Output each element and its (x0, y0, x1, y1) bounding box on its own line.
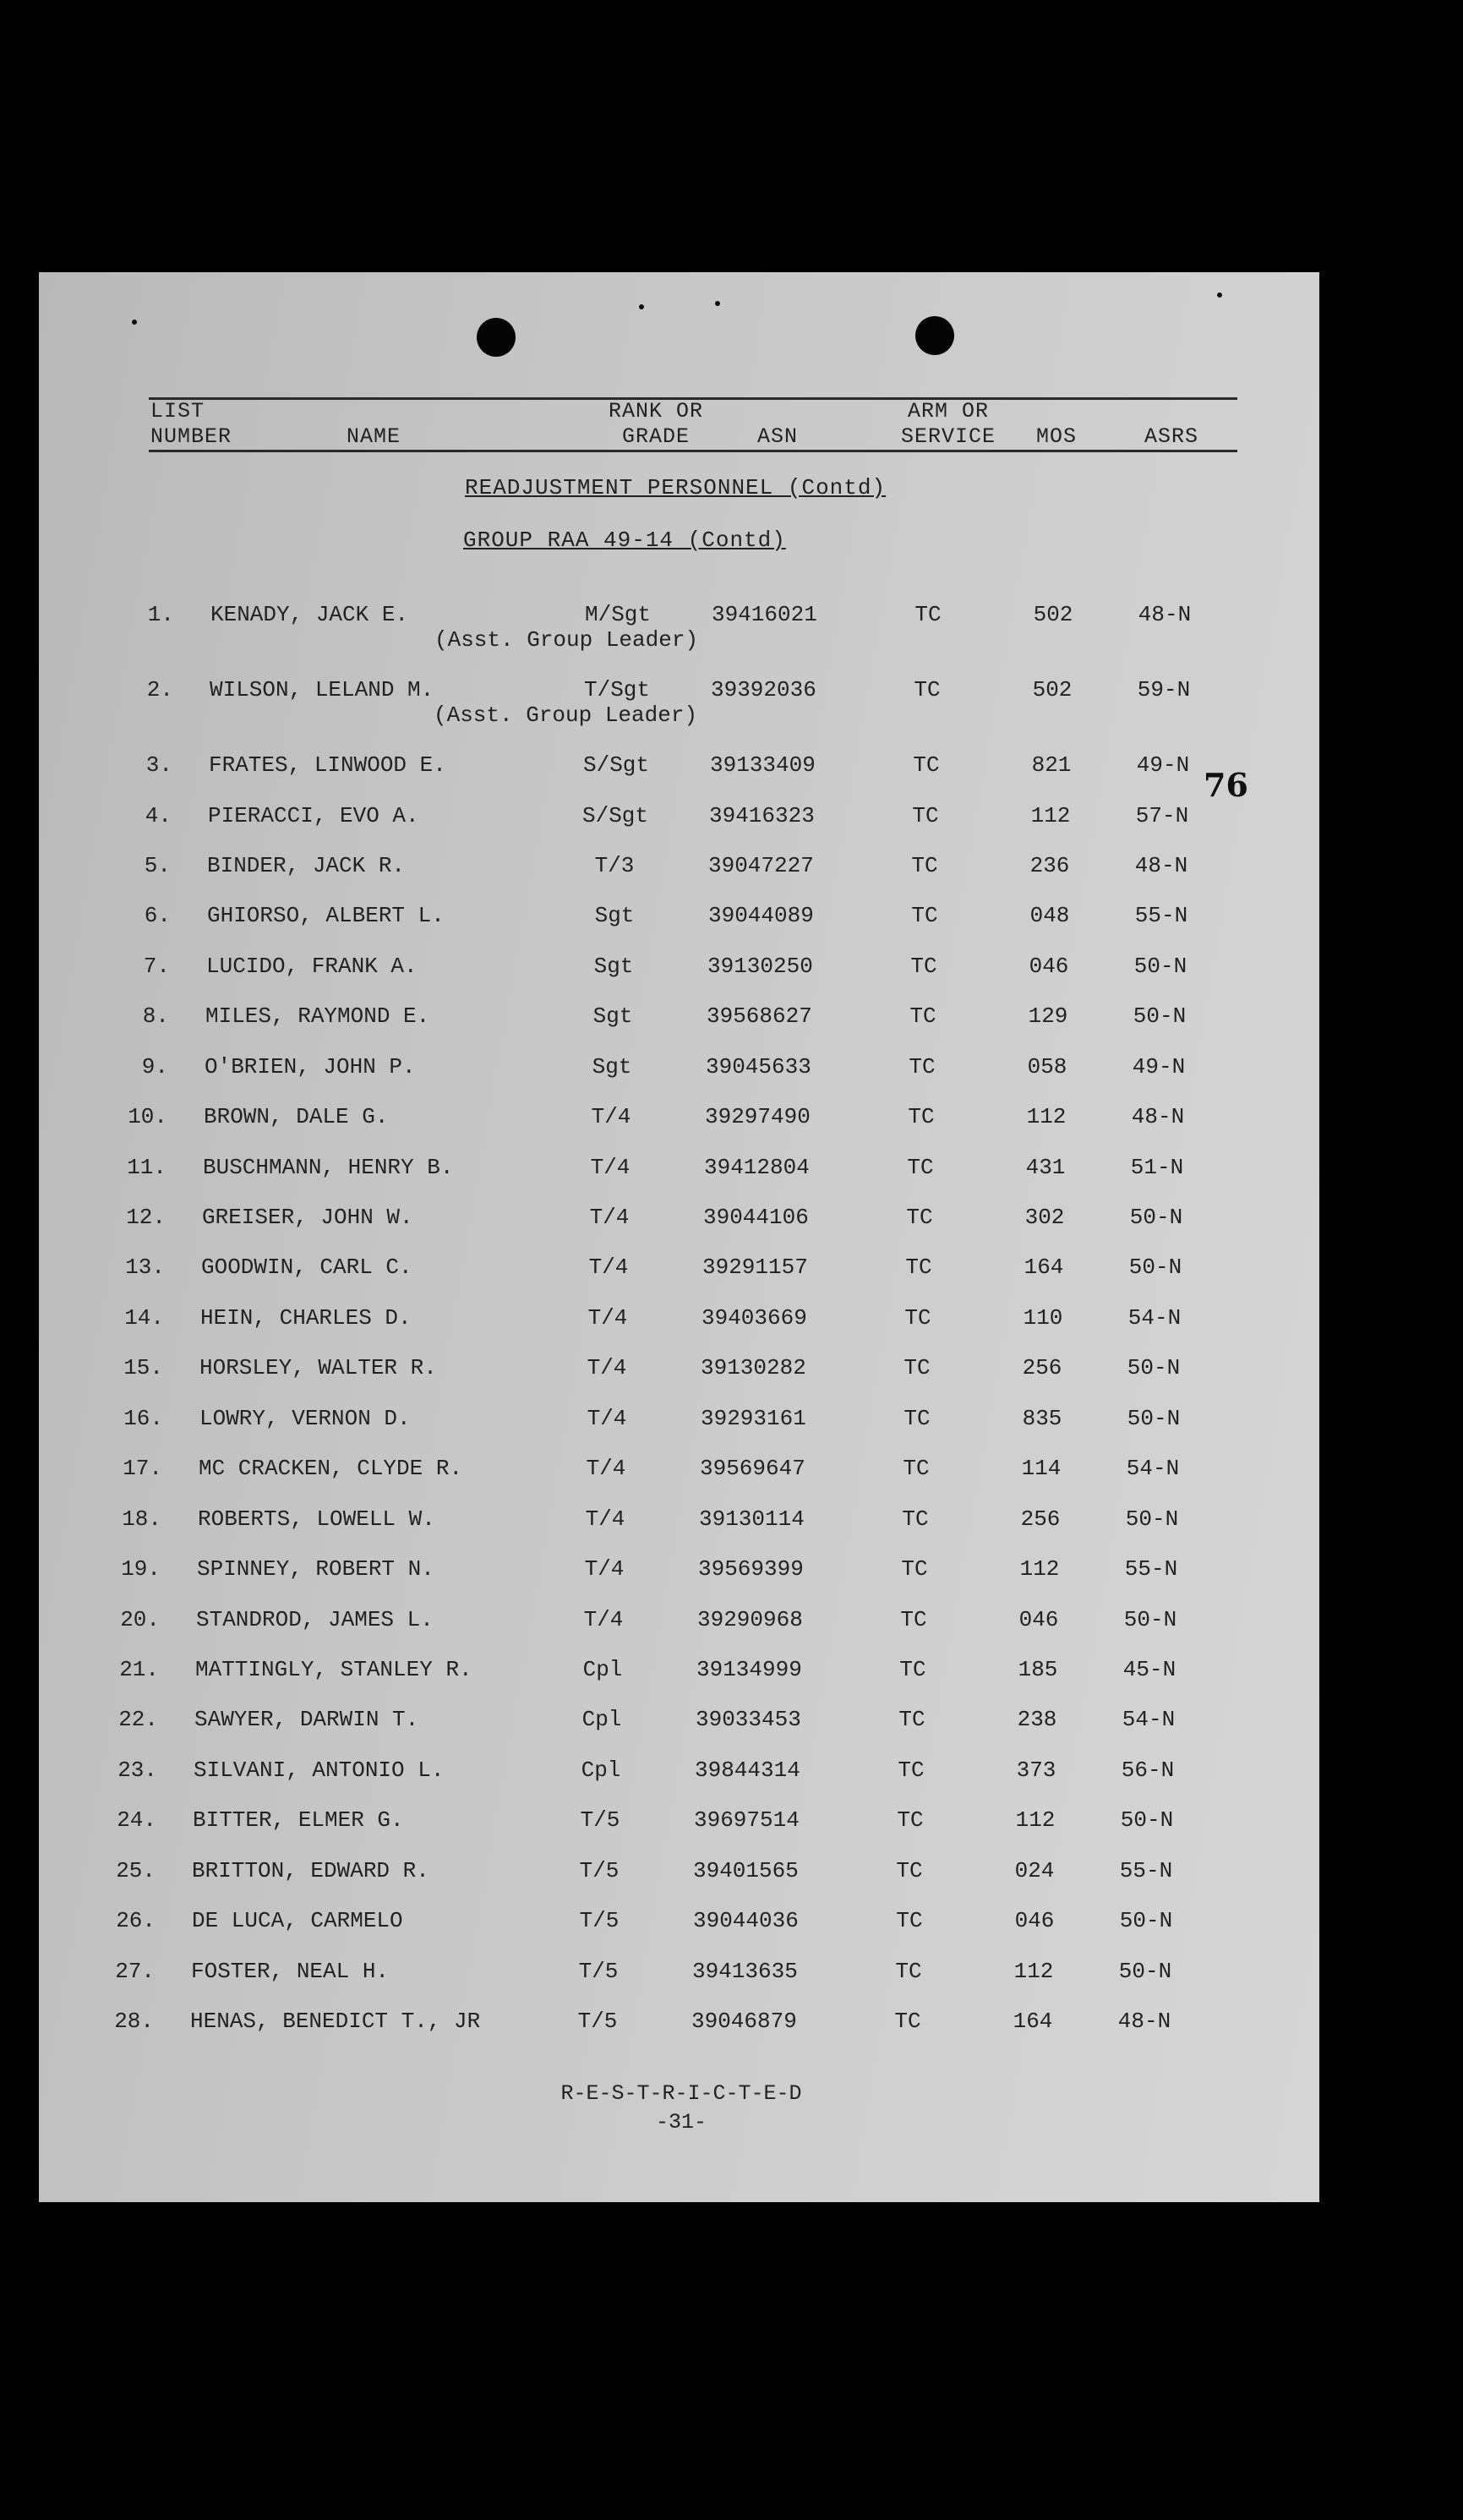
row-mos: 502 (1033, 602, 1073, 627)
row-mos: 112 (1030, 803, 1071, 828)
row-list-number: 12. (126, 1205, 166, 1230)
restricted-footer: R-E-S-T-R-I-C-T-E-D (560, 2081, 802, 2106)
row-mos: 835 (1022, 1406, 1062, 1431)
row-arm-service: TC (896, 1858, 923, 1883)
row-asrs: 54-N (1122, 1707, 1176, 1732)
row-asn: 39134999 (696, 1657, 802, 1682)
row-mos: 185 (1018, 1657, 1058, 1682)
row-arm-service: TC (909, 1054, 936, 1080)
row-mos: 256 (1020, 1506, 1061, 1532)
row-list-number: 23. (117, 1757, 157, 1783)
row-asn: 39392036 (711, 677, 816, 702)
row-mos: 112 (1026, 1104, 1067, 1129)
row-arm-service: TC (906, 1205, 933, 1230)
row-asrs: 50-N (1118, 1959, 1172, 1984)
row-asn: 39293161 (701, 1406, 806, 1431)
roster-row (39, 1104, 1319, 1138)
page-number: -31- (655, 2110, 707, 2135)
row-asn: 39044106 (703, 1205, 809, 1230)
row-asn: 39130114 (699, 1506, 805, 1532)
row-list-number: 13. (125, 1255, 165, 1280)
row-mos: 046 (1018, 1607, 1059, 1632)
row-rank: S/Sgt (581, 803, 648, 828)
row-asn: 39412804 (704, 1155, 810, 1180)
row-asn: 39130250 (707, 954, 813, 979)
row-rank: M/Sgt (584, 602, 651, 627)
row-name: O'BRIEN, JOHN P. (205, 1054, 416, 1080)
row-arm-service: TC (903, 1355, 931, 1380)
row-arm-service: TC (901, 1556, 928, 1582)
speck (639, 304, 644, 309)
row-rank: T/Sgt (583, 677, 650, 702)
row-asrs: 59-N (1137, 677, 1191, 702)
row-arm-service: TC (897, 1807, 924, 1833)
row-asrs: 50-N (1127, 1355, 1181, 1380)
row-asn: 39697514 (694, 1807, 800, 1833)
row-arm-service: TC (905, 1255, 932, 1280)
row-mos: 024 (1014, 1858, 1055, 1883)
row-name: LOWRY, VERNON D. (199, 1406, 411, 1431)
row-arm-service: TC (902, 1506, 929, 1532)
row-asn: 39568627 (707, 1003, 812, 1029)
header-list-number: LIST NUMBER (150, 399, 232, 449)
row-arm-service: TC (903, 1456, 930, 1481)
punch-hole-left (477, 318, 516, 357)
row-rank: T/5 (578, 1959, 619, 1984)
row-rank: T/3 (594, 853, 635, 878)
header-name: NAME (347, 424, 401, 449)
row-name: BROWN, DALE G. (204, 1104, 389, 1129)
row-mos: 114 (1021, 1456, 1062, 1481)
row-list-number: 16. (123, 1406, 163, 1431)
row-rank: S/Sgt (582, 752, 649, 778)
row-asn: 39416323 (709, 803, 815, 828)
row-name: MC CRACKEN, CLYDE R. (199, 1456, 463, 1481)
roster-row (39, 954, 1319, 987)
speck (132, 320, 137, 325)
row-arm-service: TC (910, 954, 937, 979)
row-arm-service: TC (914, 602, 942, 627)
row-name: MATTINGLY, STANLEY R. (195, 1657, 472, 1682)
row-asrs: 56-N (1121, 1757, 1175, 1783)
row-name: STANDROD, JAMES L. (196, 1607, 434, 1632)
row-rank: T/4 (584, 1556, 625, 1582)
margin-number: 76 (1204, 766, 1248, 804)
row-name: GREISER, JOHN W. (202, 1205, 413, 1230)
row-rank: Cpl (582, 1657, 623, 1682)
row-list-number: 24. (117, 1807, 156, 1833)
row-asrs: 50-N (1125, 1506, 1179, 1532)
row-mos: 046 (1029, 954, 1069, 979)
row-mos: 373 (1016, 1757, 1056, 1783)
row-name: FRATES, LINWOOD E. (209, 752, 446, 778)
row-arm-service: TC (895, 1959, 922, 1984)
row-arm-service: TC (898, 1707, 925, 1732)
row-rank: T/5 (580, 1807, 620, 1833)
row-mos: 236 (1029, 853, 1070, 878)
roster-row (39, 1155, 1319, 1189)
row-rank: Sgt (593, 954, 634, 979)
row-rank: Sgt (592, 1054, 632, 1080)
row-name: BINDER, JACK R. (207, 853, 406, 878)
row-asn: 39047227 (708, 853, 814, 878)
row-mos: 058 (1027, 1054, 1067, 1080)
row-mos: 046 (1014, 1908, 1055, 1933)
row-asn: 39416021 (712, 602, 817, 627)
row-rank: T/5 (579, 1908, 620, 1933)
row-list-number: 8. (142, 1003, 169, 1029)
row-list-number: 3. (145, 752, 172, 778)
row-rank: Cpl (581, 1757, 621, 1783)
row-arm-service: TC (911, 853, 938, 878)
row-asn: 39569399 (698, 1556, 804, 1582)
row-rank: T/4 (589, 1205, 630, 1230)
row-rank: T/4 (588, 1255, 629, 1280)
row-list-number: 15. (123, 1355, 163, 1380)
row-mos: 821 (1031, 752, 1072, 778)
row-arm-service: TC (899, 1657, 926, 1682)
row-arm-service: TC (907, 1155, 934, 1180)
row-arm-service: TC (913, 752, 940, 778)
row-name: FOSTER, NEAL H. (191, 1959, 390, 1984)
row-asrs: 50-N (1119, 1908, 1173, 1933)
row-list-number: 28. (114, 2009, 154, 2034)
row-mos: 112 (1019, 1556, 1060, 1582)
row-asn: 39045633 (706, 1054, 811, 1080)
row-asrs: 45-N (1122, 1657, 1176, 1682)
roster-row (39, 803, 1319, 837)
row-asrs: 57-N (1135, 803, 1189, 828)
row-list-number: 5. (144, 853, 171, 878)
roster-row (39, 1807, 1319, 1841)
row-list-number: 19. (121, 1556, 161, 1582)
row-name: BRITTON, EDWARD R. (192, 1858, 429, 1883)
row-asrs: 50-N (1127, 1406, 1181, 1431)
row-list-number: 2. (146, 677, 173, 702)
roster-row (39, 1205, 1319, 1238)
roster-row (39, 1707, 1319, 1741)
row-rank: T/4 (585, 1506, 625, 1532)
row-name: WILSON, LELAND M. (210, 677, 434, 702)
row-asn: 39844314 (695, 1757, 800, 1783)
row-asrs: 50-N (1128, 1255, 1182, 1280)
row-mos: 048 (1029, 903, 1070, 928)
row-rank: T/4 (590, 1155, 631, 1180)
row-rank: T/4 (587, 1305, 628, 1331)
row-rank: Cpl (581, 1707, 622, 1732)
row-arm-service: TC (912, 803, 939, 828)
header-rule-bottom (149, 450, 1237, 452)
header-asrs: ASRS (1144, 424, 1199, 449)
roster-row (39, 1757, 1319, 1791)
row-list-number: 26. (116, 1908, 156, 1933)
row-arm-service: TC (914, 677, 941, 702)
row-arm-service: TC (894, 2009, 921, 2034)
roster-row (39, 1054, 1319, 1088)
row-asn: 39044036 (693, 1908, 799, 1933)
row-asrs: 50-N (1133, 954, 1187, 979)
row-name: HENAS, BENEDICT T., JR (190, 2009, 481, 2034)
row-list-number: 9. (141, 1054, 168, 1080)
row-asn: 39133409 (710, 752, 816, 778)
row-asn: 39297490 (705, 1104, 811, 1129)
row-name: MILES, RAYMOND E. (205, 1003, 430, 1029)
row-rank: Sgt (594, 903, 635, 928)
row-list-number: 25. (116, 1858, 156, 1883)
row-note: (Asst. Group Leader) (434, 627, 699, 653)
roster-row (39, 1556, 1319, 1590)
speck (715, 301, 720, 306)
row-rank: T/5 (577, 2009, 618, 2034)
row-list-number: 11. (127, 1155, 166, 1180)
row-asrs: 55-N (1134, 903, 1188, 928)
row-list-number: 6. (144, 903, 171, 928)
roster-row (39, 1255, 1319, 1288)
row-rank: T/4 (591, 1104, 631, 1129)
header-rank: RANK OR GRADE (608, 399, 704, 449)
roster-row (39, 1607, 1319, 1641)
row-name: PIERACCI, EVO A. (208, 803, 419, 828)
row-list-number: 1. (147, 602, 174, 627)
row-asrs: 55-N (1124, 1556, 1178, 1582)
row-name: BITTER, ELMER G. (193, 1807, 404, 1833)
row-asn: 39290968 (697, 1607, 803, 1632)
row-asrs: 49-N (1132, 1054, 1186, 1080)
roster-row (39, 1355, 1319, 1389)
row-asrs: 49-N (1136, 752, 1190, 778)
row-asrs: 54-N (1126, 1456, 1180, 1481)
row-mos: 129 (1028, 1003, 1068, 1029)
row-asrs: 48-N (1131, 1104, 1185, 1129)
row-list-number: 7. (143, 954, 170, 979)
row-rank: T/5 (579, 1858, 620, 1883)
row-list-number: 14. (124, 1305, 164, 1331)
row-name: HEIN, CHARLES D. (200, 1305, 412, 1331)
roster-row (39, 1858, 1319, 1892)
header-arm-service: ARM OR SERVICE (900, 399, 996, 449)
row-name: SILVANI, ANTONIO L. (194, 1757, 445, 1783)
roster-row (39, 1456, 1319, 1490)
roster-row (39, 752, 1319, 786)
row-asn: 39130282 (701, 1355, 806, 1380)
row-rank: T/4 (587, 1406, 627, 1431)
row-arm-service: TC (908, 1104, 935, 1129)
row-asrs: 50-N (1133, 1003, 1187, 1029)
row-arm-service: TC (896, 1908, 923, 1933)
roster-row (39, 1305, 1319, 1339)
roster-row (39, 1959, 1319, 1992)
row-arm-service: TC (911, 903, 938, 928)
row-asrs: 50-N (1129, 1205, 1183, 1230)
row-name: ROBERTS, LOWELL W. (198, 1506, 435, 1532)
punch-hole-right (915, 316, 954, 355)
row-name: GHIORSO, ALBERT L. (207, 903, 445, 928)
row-mos: 110 (1023, 1305, 1063, 1331)
row-name: BUSCHMANN, HENRY B. (203, 1155, 454, 1180)
roster-row (39, 1908, 1319, 1942)
row-asrs: 55-N (1119, 1858, 1173, 1883)
row-mos: 112 (1015, 1807, 1056, 1833)
row-rank: Sgt (592, 1003, 633, 1029)
row-list-number: 18. (122, 1506, 161, 1532)
row-asrs: 50-N (1120, 1807, 1174, 1833)
row-asrs: 48-N (1138, 602, 1192, 627)
row-arm-service: TC (904, 1305, 931, 1331)
row-asrs: 50-N (1123, 1607, 1177, 1632)
row-arm-service: TC (909, 1003, 936, 1029)
row-rank: T/4 (586, 1456, 626, 1481)
row-list-number: 17. (123, 1456, 162, 1481)
roster-row (39, 853, 1319, 887)
row-asn: 39046879 (691, 2009, 797, 2034)
row-mos: 431 (1025, 1155, 1066, 1180)
row-list-number: 4. (145, 803, 172, 828)
section-title: READJUSTMENT PERSONNEL (Contd) (465, 475, 887, 500)
document-sheet (39, 272, 1319, 2202)
row-asrs: 51-N (1130, 1155, 1184, 1180)
row-asn: 39569647 (700, 1456, 805, 1481)
roster-row (39, 1657, 1319, 1691)
row-name: SAWYER, DARWIN T. (194, 1707, 419, 1732)
group-title: GROUP RAA 49-14 (Contd) (463, 528, 786, 553)
roster-row (39, 1506, 1319, 1540)
row-name: DE LUCA, CARMELO (192, 1908, 403, 1933)
row-name: SPINNEY, ROBERT N. (197, 1556, 434, 1582)
row-list-number: 27. (115, 1959, 155, 1984)
row-name: GOODWIN, CARL C. (201, 1255, 412, 1280)
row-asrs: 48-N (1134, 853, 1188, 878)
row-list-number: 10. (128, 1104, 167, 1129)
row-asn: 39403669 (701, 1305, 807, 1331)
row-name: KENADY, JACK E. (210, 602, 409, 627)
row-note: (Asst. Group Leader) (434, 702, 698, 728)
row-asn: 39291157 (702, 1255, 808, 1280)
row-arm-service: TC (903, 1406, 931, 1431)
row-name: HORSLEY, WALTER R. (199, 1355, 437, 1380)
row-mos: 256 (1022, 1355, 1062, 1380)
roster-row (39, 1003, 1319, 1037)
row-mos: 112 (1013, 1959, 1054, 1984)
roster-row (39, 1406, 1319, 1440)
row-asn: 39413635 (692, 1959, 798, 1984)
row-asn: 39401565 (693, 1858, 799, 1883)
row-mos: 238 (1017, 1707, 1057, 1732)
row-list-number: 20. (120, 1607, 160, 1632)
row-arm-service: TC (900, 1607, 927, 1632)
row-arm-service: TC (898, 1757, 925, 1783)
row-list-number: 22. (118, 1707, 158, 1732)
row-mos: 164 (1013, 2009, 1053, 2034)
row-rank: T/4 (583, 1607, 624, 1632)
row-mos: 502 (1032, 677, 1073, 702)
row-name: LUCIDO, FRANK A. (206, 954, 418, 979)
row-asrs: 54-N (1127, 1305, 1182, 1331)
roster-row (39, 903, 1319, 937)
row-asn: 39033453 (696, 1707, 801, 1732)
header-mos: MOS (1036, 424, 1078, 449)
roster-row (39, 2009, 1319, 2042)
row-mos: 302 (1024, 1205, 1065, 1230)
row-rank: T/4 (587, 1355, 627, 1380)
header-asn: ASN (757, 424, 799, 449)
row-asrs: 48-N (1117, 2009, 1171, 2034)
speck (1217, 292, 1222, 298)
row-mos: 164 (1024, 1255, 1064, 1280)
row-asn: 39044089 (708, 903, 814, 928)
row-list-number: 21. (119, 1657, 159, 1682)
